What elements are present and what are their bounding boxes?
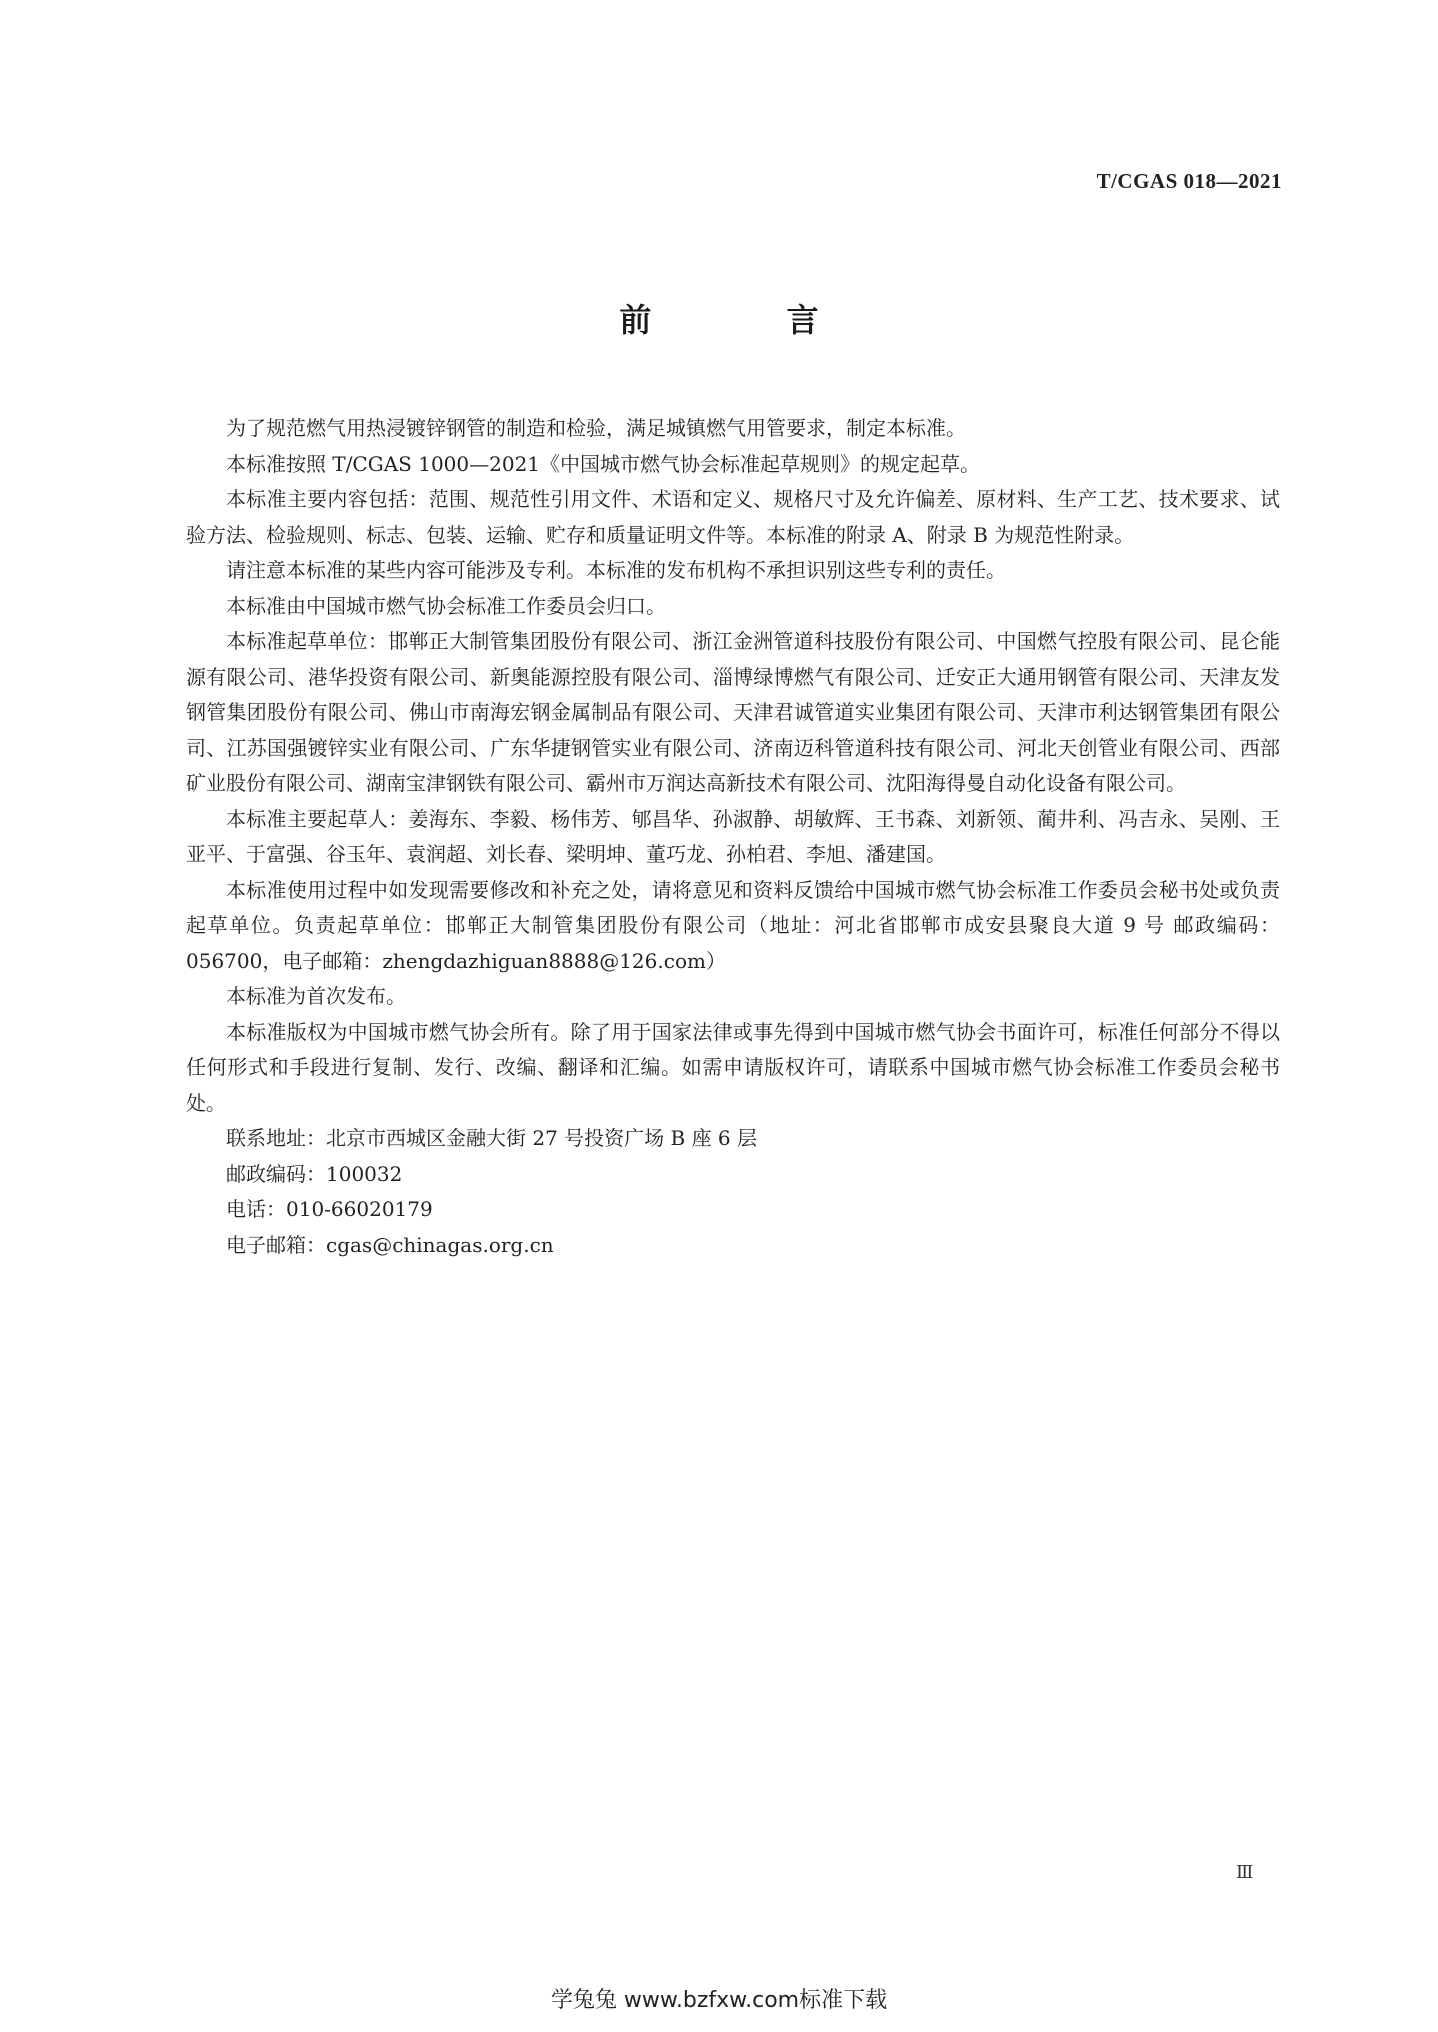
paragraph-patent-notice: 请注意本标准的某些内容可能涉及专利。本标准的发布机构不承担识别这些专利的责任。 <box>226 558 1006 582</box>
paragraph-purpose: 为了规范燃气用热浸镀锌钢管的制造和检验，满足城镇燃气用管要求，制定本标准。 <box>226 416 966 440</box>
contact-postcode: 邮政编码：100032 <box>226 1161 403 1186</box>
page-title: 前 言 <box>619 301 881 339</box>
contact-address: 联系地址：北京市西城区金融大街 27 号投资广场 B 座 6 层 <box>226 1126 758 1150</box>
paragraph-drafting-units: 本标准起草单位：邯郸正大制管集团股份有限公司、浙江金洲管道科技股份有限公司、中国燃气控股有限公司、昆仑能源有限公司、港华投资有限公司、新奥能源控股有限公司、淄博绿博燃气有限公司、迁安正大通用钢管有限公司、天津友发钢管集团股份有限公司、佛山市南海宏钢金属制品有限公司、天津君诚管道实业集团有限公司、天津市利达钢管集团有限公司、江苏国强镀锌实业有限公司、广东华捷钢管实业有限公司、济南迈科管道科技有限公司、河北天创管业有限公司、西部矿业股份有限公司、湖南宝津钢铁有限公司、霸州市万润达高新技术有限公司、沈阳海得曼自动化设备有限公司。 <box>186 629 1280 795</box>
foreword-body <box>186 411 1280 1263</box>
paragraph-responsible-committee: 本标准由中国城市燃气协会标准工作委员会归口。 <box>226 593 666 618</box>
paragraph-drafting-rule: 本标准按照 T/CGAS 1000—2021《中国城市燃气协会标准起草规则》的规定起草。 <box>226 451 981 476</box>
paragraph-main-content: 本标准主要内容包括：范围、规范性引用文件、术语和定义、规格尺寸及允许偏差、原材料、生产工艺、技术要求、试验方法、检验规则、标志、包装、运输、贮存和质量证明文件等。本标准的附录 A、附录 B 为规范性附录。 <box>186 487 1280 547</box>
page-number: Ⅲ <box>1236 1862 1254 1882</box>
paragraph-feedback: 本标准使用过程中如发现需要修改和补充之处，请将意见和资料反馈给中国城市燃气协会标准工作委员会秘书处或负责起草单位。负责起草单位：邯郸正大制管集团股份有限公司（地址：河北省邯郸市成安县聚良大道 9 号 邮政编码：056700，电子邮箱：zhengdazhiguan8888@126.com） <box>186 877 1280 973</box>
contact-phone: 电话：010-66020179 <box>226 1197 433 1221</box>
paragraph-copyright: 本标准版权为中国城市燃气协会所有。除了用于国家法律或事先得到中国城市燃气协会书面许可，标准任何部分不得以任何形式和手段进行复制、发行、改编、翻译和汇编。如需申请版权许可，请联系中国城市燃气协会标准工作委员会秘书处。 <box>186 1019 1280 1115</box>
paragraph-first-edition: 本标准为首次发布。 <box>226 984 406 1008</box>
paragraph-drafters: 本标准主要起草人：姜海东、李毅、杨伟芳、郇昌华、孙淑静、胡敏辉、王书森、刘新领、蔺井利、冯吉永、吴刚、王亚平、于富强、谷玉年、袁润超、刘长春、梁明坤、董巧龙、孙柏君、李旭、潘建国。 <box>186 806 1280 866</box>
contact-email: 电子邮箱：cgas@chinagas.org.cn <box>226 1232 554 1257</box>
standard-code: T/CGAS 018—2021 <box>1096 169 1282 193</box>
footer-watermark: 学兔兔 www.bzfxw.com标准下载 <box>550 1988 888 2013</box>
